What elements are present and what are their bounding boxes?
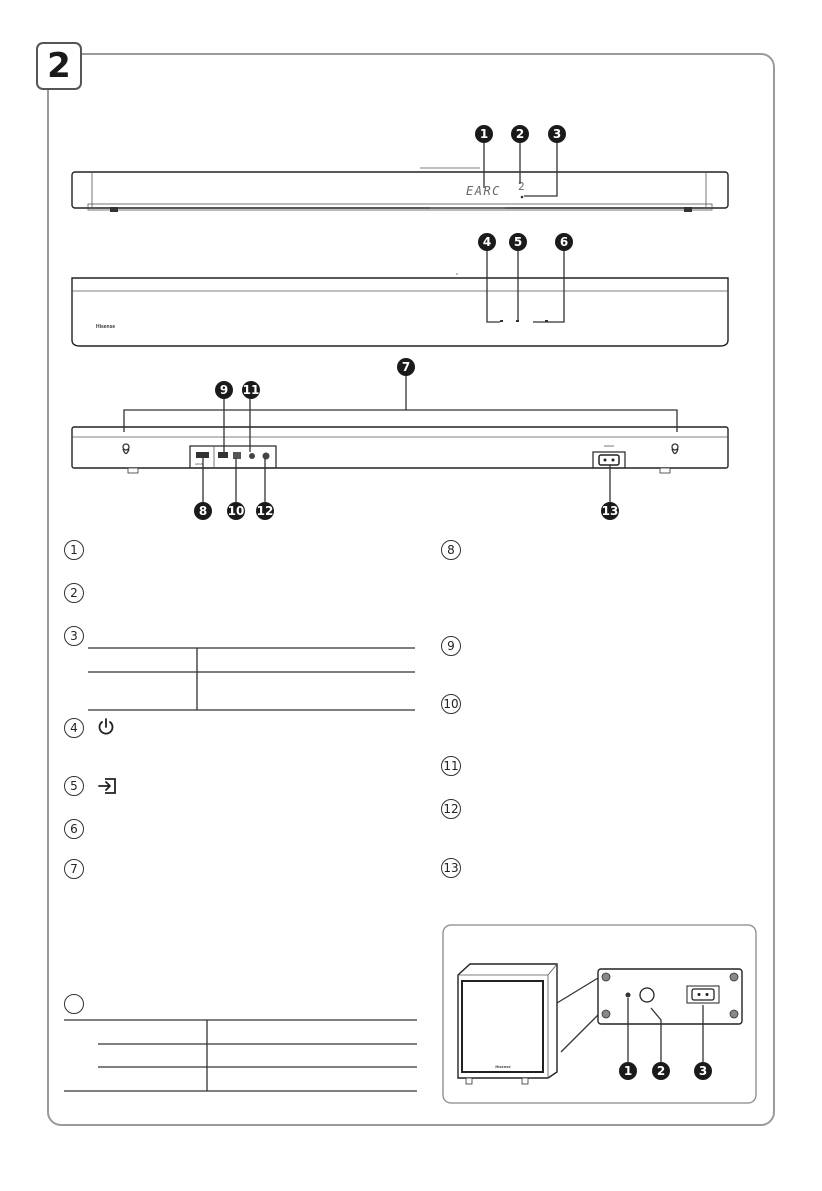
bottom-left-table <box>64 1020 417 1091</box>
callout-10 <box>227 502 245 520</box>
legend-item-12: 12 <box>441 799 461 819</box>
svg-text:7: 7 <box>401 360 411 374</box>
callout-12 <box>256 502 274 520</box>
legend-item-11: 11 <box>441 756 461 776</box>
soundbar-top-view <box>72 233 728 346</box>
soundbar-front-view <box>72 125 728 212</box>
svg-text:HDMI: HDMI <box>195 462 203 466</box>
legend-item-1: 1 <box>64 540 84 560</box>
legend-item-9: 9 <box>441 636 461 656</box>
input-source-icon <box>97 776 119 796</box>
callout-5 <box>509 233 527 251</box>
subwoofer-brand: Hisense <box>495 1064 511 1069</box>
soundbar-rear-view <box>72 358 728 520</box>
brand-logo: Hisense <box>96 324 116 330</box>
legend-item-2: 2 <box>64 583 84 603</box>
svg-text:1: 1 <box>479 127 489 141</box>
svg-text:4: 4 <box>482 235 492 249</box>
legend-item-6: 6 <box>64 819 84 839</box>
svg-text:9: 9 <box>219 383 229 397</box>
callout-6 <box>555 233 573 251</box>
svg-text:11: 11 <box>242 383 260 397</box>
callout-3 <box>548 125 566 143</box>
svg-text:2: 2 <box>656 1064 666 1078</box>
callout-2 <box>511 125 529 143</box>
display-text: EARC <box>466 184 501 198</box>
svg-text:8: 8 <box>198 504 208 518</box>
display-digit: 2 <box>518 180 525 193</box>
subwoofer-inset <box>443 925 756 1103</box>
legend-item-5: 5 <box>64 776 84 796</box>
sub-callout-1 <box>619 1062 637 1080</box>
callout-7 <box>397 358 415 376</box>
callout-13 <box>601 502 619 520</box>
svg-text:12: 12 <box>256 504 274 518</box>
sub-callout-2 <box>652 1062 670 1080</box>
legend-item-13: 13 <box>441 858 461 878</box>
power-icon <box>96 717 116 737</box>
callout-4 <box>478 233 496 251</box>
svg-text:1: 1 <box>623 1064 633 1078</box>
svg-text:13: 13 <box>601 504 619 518</box>
svg-text:6: 6 <box>559 235 569 249</box>
legend-item-10: 10 <box>441 694 461 714</box>
svg-text:2: 2 <box>515 127 525 141</box>
svg-text:3: 3 <box>552 127 562 141</box>
callout-11 <box>242 381 260 399</box>
callout-1 <box>475 125 493 143</box>
legend-item-8: 8 <box>441 540 461 560</box>
svg-text:10: 10 <box>227 504 245 518</box>
svg-text:5: 5 <box>513 235 523 249</box>
legend-item-7: 7 <box>64 859 84 879</box>
legend-item-3: 3 <box>64 626 84 646</box>
legend-item-4: 4 <box>64 718 84 738</box>
step-number-badge: 2 <box>36 42 82 90</box>
callout-9 <box>215 381 233 399</box>
callout-8 <box>194 502 212 520</box>
legend-item-blank <box>64 994 84 1014</box>
svg-text:3: 3 <box>698 1064 708 1078</box>
sub-callout-3 <box>694 1062 712 1080</box>
item3-table <box>88 648 415 710</box>
